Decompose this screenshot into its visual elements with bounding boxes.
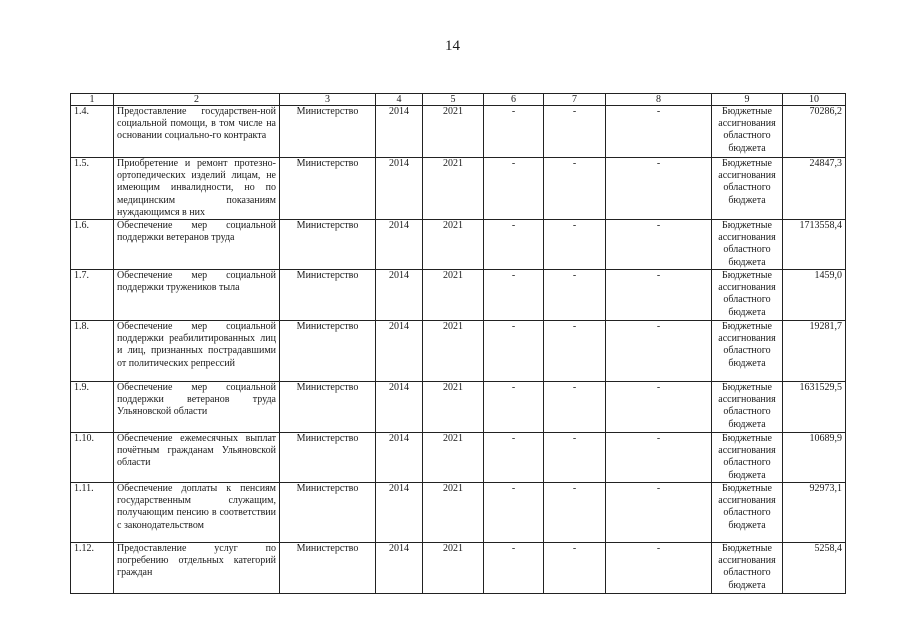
row-executor: Министерство <box>280 382 376 433</box>
row-funding-source: Бюджетные ассигнования областного бюджета <box>712 382 783 433</box>
table-row <box>71 270 846 321</box>
row-col-7: - <box>544 543 606 594</box>
header-cell-10: 10 <box>783 94 846 106</box>
header-cell-7: 7 <box>544 94 606 106</box>
row-amount: 24847,3 <box>783 158 846 220</box>
row-number: 1.7. <box>71 270 114 321</box>
row-number: 1.4. <box>71 106 114 158</box>
header-cell-4: 4 <box>376 94 423 106</box>
header-cell-8: 8 <box>606 94 712 106</box>
row-col-7: - <box>544 483 606 543</box>
table-body <box>71 106 846 594</box>
row-description: Обеспечение мер социальной поддержки реабилитированных лиц и лиц, признанных пострадавшими от политических репрессий <box>114 321 280 382</box>
row-col-8: - <box>606 158 712 220</box>
table-row <box>71 220 846 270</box>
row-executor: Министерство <box>280 220 376 270</box>
row-amount: 92973,1 <box>783 483 846 543</box>
row-col-7: - <box>544 220 606 270</box>
row-end-year: 2021 <box>423 433 484 483</box>
table-header <box>71 94 846 106</box>
row-end-year: 2021 <box>423 270 484 321</box>
row-number: 1.6. <box>71 220 114 270</box>
row-col-6: - <box>484 433 544 483</box>
header-cell-3: 3 <box>280 94 376 106</box>
row-col-7: - <box>544 106 606 158</box>
row-end-year: 2021 <box>423 106 484 158</box>
row-start-year: 2014 <box>376 433 423 483</box>
row-description: Обеспечение мер социальной поддержки тружеников тыла <box>114 270 280 321</box>
row-start-year: 2014 <box>376 220 423 270</box>
row-col-8: - <box>606 220 712 270</box>
row-number: 1.8. <box>71 321 114 382</box>
row-start-year: 2014 <box>376 483 423 543</box>
header-cell-6: 6 <box>484 94 544 106</box>
row-start-year: 2014 <box>376 106 423 158</box>
header-cell-2: 2 <box>114 94 280 106</box>
row-funding-source: Бюджетные ассигнования областного бюджета <box>712 321 783 382</box>
row-start-year: 2014 <box>376 270 423 321</box>
row-col-7: - <box>544 382 606 433</box>
row-number: 1.9. <box>71 382 114 433</box>
row-end-year: 2021 <box>423 483 484 543</box>
row-funding-source: Бюджетные ассигнования областного бюджета <box>712 158 783 220</box>
row-executor: Министерство <box>280 543 376 594</box>
header-cell-1: 1 <box>71 94 114 106</box>
row-col-6: - <box>484 321 544 382</box>
row-col-6: - <box>484 106 544 158</box>
row-description: Обеспечение доплаты к пенсиям государственным служащим, получающим пенсию в соответствии с законодательством <box>114 483 280 543</box>
row-col-7: - <box>544 321 606 382</box>
row-start-year: 2014 <box>376 382 423 433</box>
row-description: Обеспечение мер социальной поддержки ветеранов труда Ульяновской области <box>114 382 280 433</box>
row-description: Предоставление государствен-ной социальной помощи, в том числе на основании социально-го контракта <box>114 106 280 158</box>
row-number: 1.10. <box>71 433 114 483</box>
row-col-7: - <box>544 433 606 483</box>
row-start-year: 2014 <box>376 158 423 220</box>
row-executor: Министерство <box>280 106 376 158</box>
row-col-6: - <box>484 382 544 433</box>
table-row <box>71 483 846 543</box>
row-col-6: - <box>484 543 544 594</box>
row-col-6: - <box>484 270 544 321</box>
row-col-8: - <box>606 382 712 433</box>
row-amount: 1459,0 <box>783 270 846 321</box>
row-funding-source: Бюджетные ассигнования областного бюджета <box>712 433 783 483</box>
row-executor: Министерство <box>280 433 376 483</box>
row-amount: 1713558,4 <box>783 220 846 270</box>
row-end-year: 2021 <box>423 220 484 270</box>
row-col-7: - <box>544 158 606 220</box>
header-cell-5: 5 <box>423 94 484 106</box>
row-col-8: - <box>606 543 712 594</box>
table-row <box>71 433 846 483</box>
row-number: 1.12. <box>71 543 114 594</box>
row-funding-source: Бюджетные ассигнования областного бюджета <box>712 220 783 270</box>
row-amount: 5258,4 <box>783 543 846 594</box>
page-number: 14 <box>445 38 460 54</box>
row-amount: 70286,2 <box>783 106 846 158</box>
table-row <box>71 543 846 594</box>
row-col-8: - <box>606 483 712 543</box>
row-col-8: - <box>606 106 712 158</box>
row-end-year: 2021 <box>423 321 484 382</box>
row-funding-source: Бюджетные ассигнования областного бюджета <box>712 543 783 594</box>
row-col-8: - <box>606 270 712 321</box>
row-executor: Министерство <box>280 158 376 220</box>
row-number: 1.11. <box>71 483 114 543</box>
row-end-year: 2021 <box>423 158 484 220</box>
row-funding-source: Бюджетные ассигнования областного бюджета <box>712 270 783 321</box>
program-table <box>70 93 846 594</box>
header-cell-9: 9 <box>712 94 783 106</box>
row-col-8: - <box>606 321 712 382</box>
row-end-year: 2021 <box>423 543 484 594</box>
row-funding-source: Бюджетные ассигнования областного бюджета <box>712 483 783 543</box>
row-description: Обеспечение ежемесячных выплат почётным гражданам Ульяновской области <box>114 433 280 483</box>
row-executor: Министерство <box>280 321 376 382</box>
table-row <box>71 321 846 382</box>
row-amount: 19281,7 <box>783 321 846 382</box>
row-description: Приобретение и ремонт протезно-ортопедических изделий лицам, не имеющим инвалидности, но по медицинским показаниям нуждающимся в них <box>114 158 280 220</box>
table-row <box>71 106 846 158</box>
row-col-6: - <box>484 220 544 270</box>
row-col-6: - <box>484 483 544 543</box>
row-col-8: - <box>606 433 712 483</box>
row-amount: 1631529,5 <box>783 382 846 433</box>
row-amount: 10689,9 <box>783 433 846 483</box>
row-col-6: - <box>484 158 544 220</box>
row-executor: Министерство <box>280 270 376 321</box>
row-start-year: 2014 <box>376 321 423 382</box>
table-row <box>71 158 846 220</box>
row-start-year: 2014 <box>376 543 423 594</box>
row-end-year: 2021 <box>423 382 484 433</box>
row-description: Обеспечение мер социальной поддержки ветеранов труда <box>114 220 280 270</box>
row-executor: Министерство <box>280 483 376 543</box>
table-row <box>71 382 846 433</box>
row-number: 1.5. <box>71 158 114 220</box>
table-header-row <box>71 94 846 106</box>
row-description: Предоставление услуг по погребению отдельных категорий граждан <box>114 543 280 594</box>
row-col-7: - <box>544 270 606 321</box>
row-funding-source: Бюджетные ассигнования областного бюджета <box>712 106 783 158</box>
